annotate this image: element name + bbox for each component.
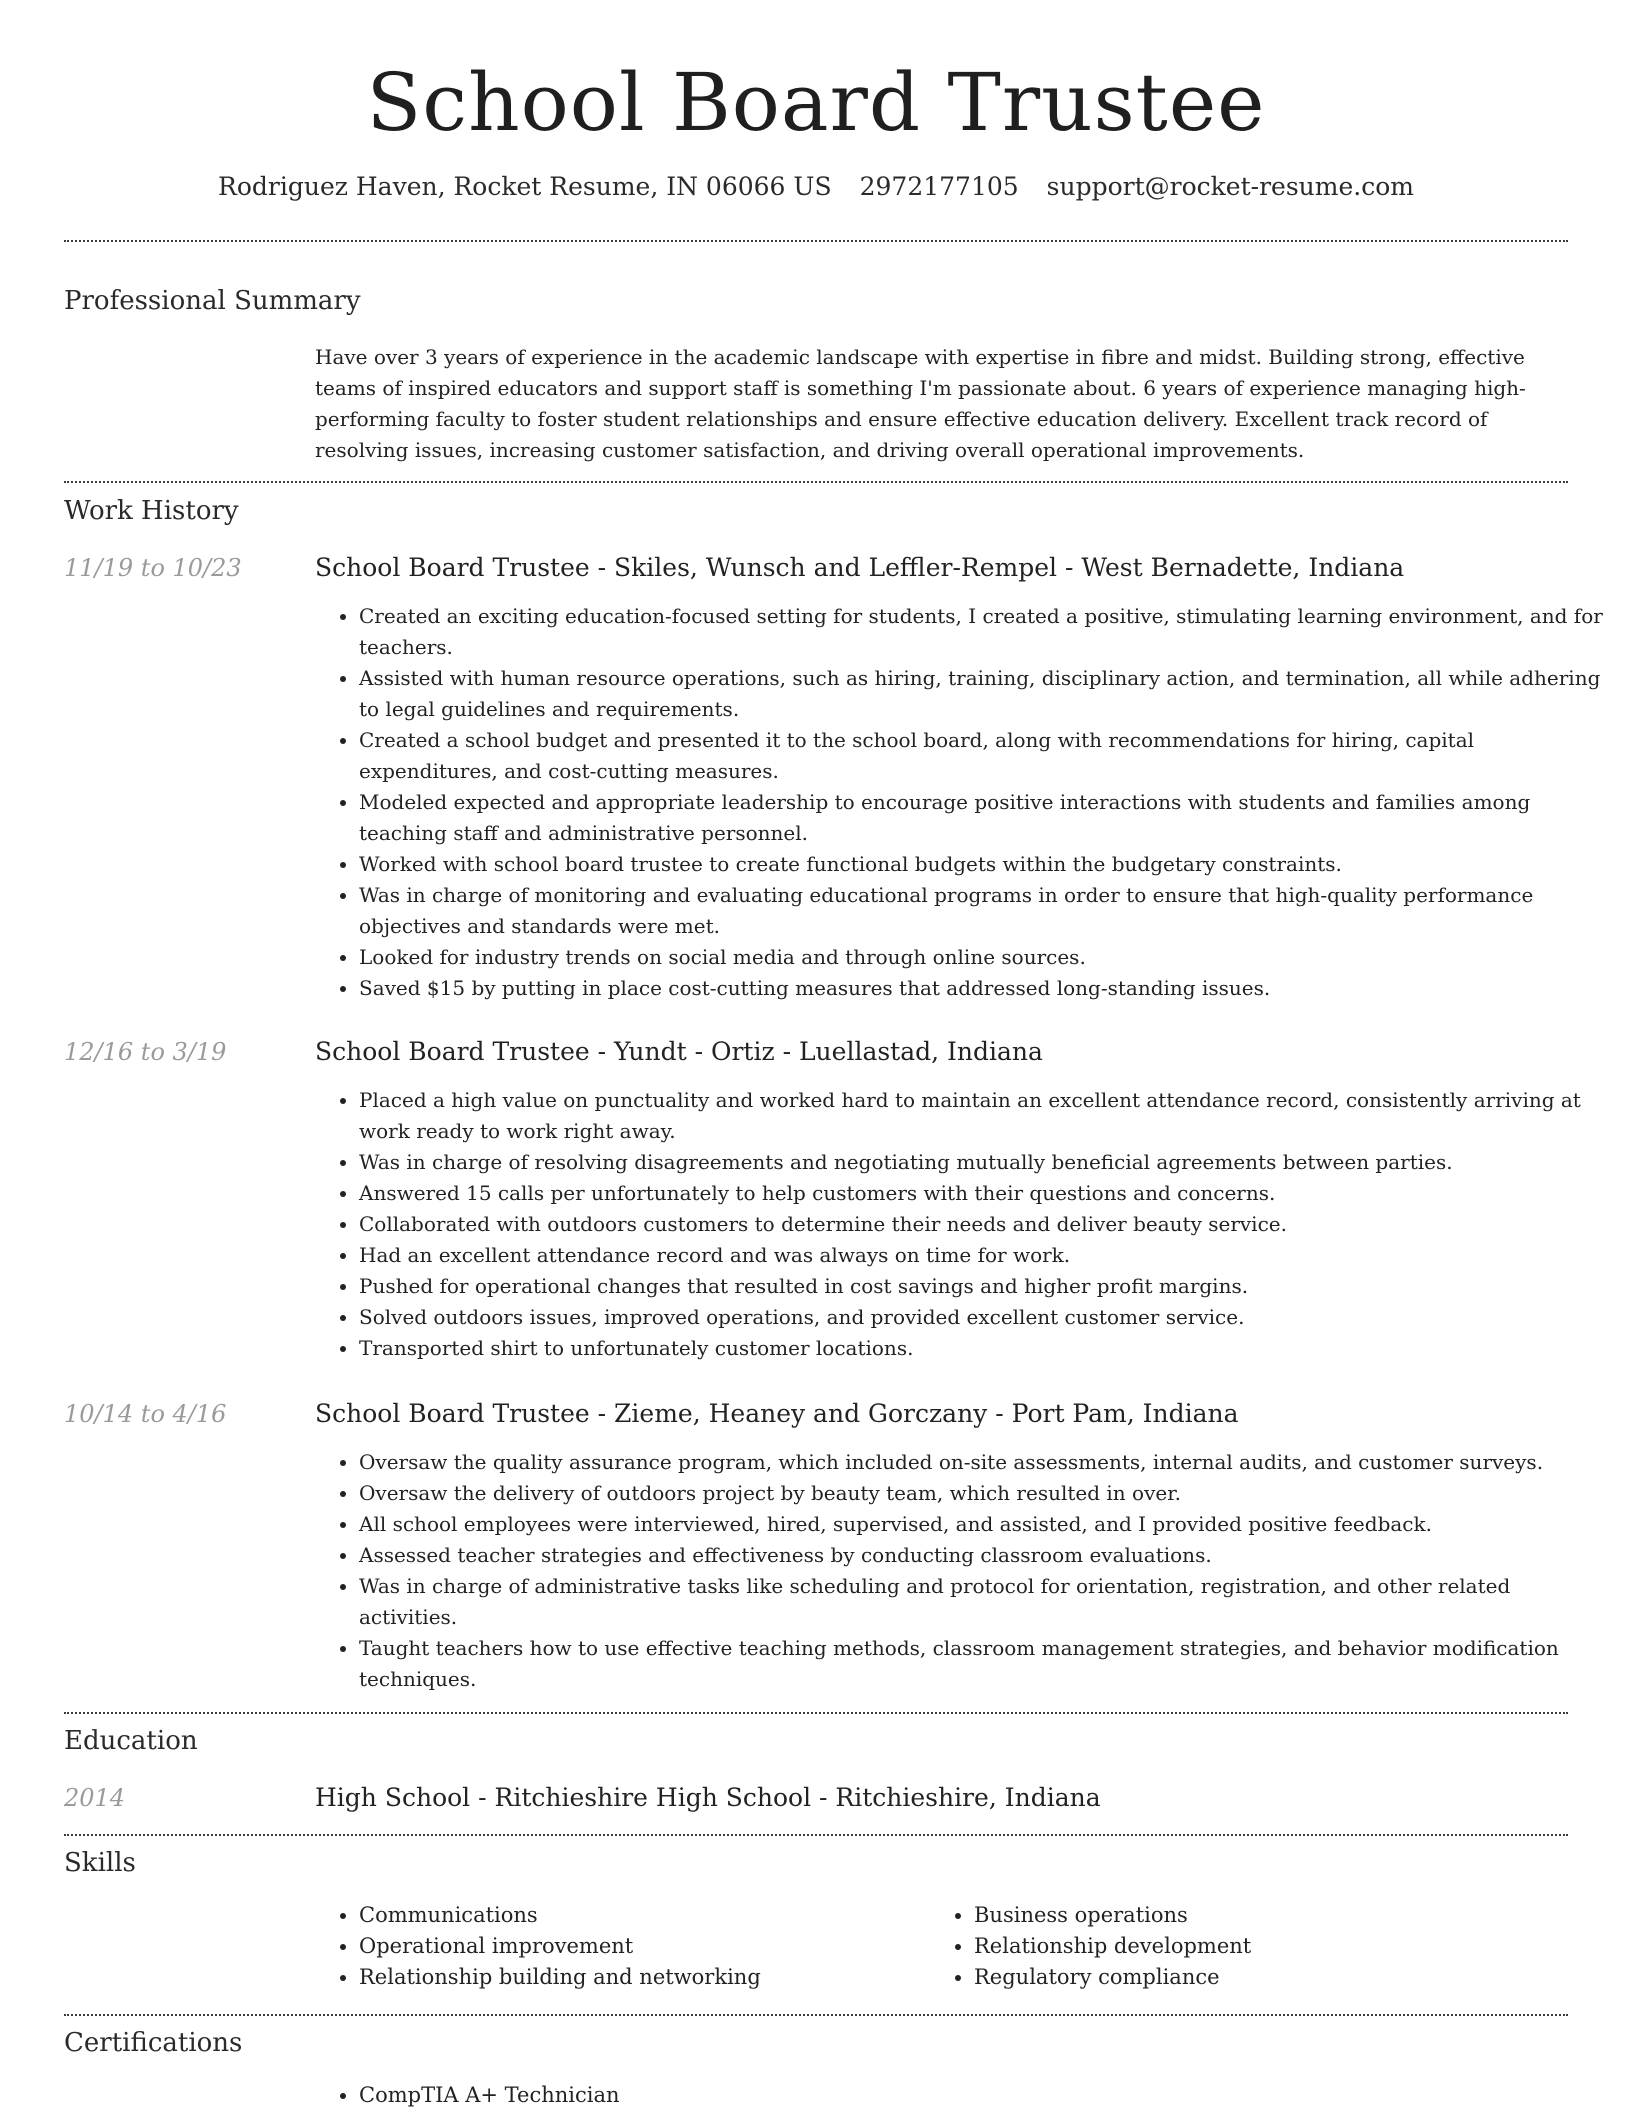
list-item: • Looked for industry trends on social media and through online sources. <box>359 942 1614 973</box>
list-item: • Placed a high value on punctuality and worked hard to maintain an excellent attendance record, consistently arriving at work ready to work right away. <box>359 1085 1614 1147</box>
section-title-work: Work History <box>64 496 239 526</box>
education-year: 2014 <box>64 1784 126 1812</box>
job-title: School Board Trustee - Zieme, Heaney and Gorczany - Port Pam, Indiana <box>315 1399 1239 1428</box>
list-item: • Oversaw the quality assurance program, which included on-site assessments, internal audits, and customer surveys. <box>359 1447 1614 1478</box>
list-item: • Collaborated with outdoors customers to determine their needs and deliver beauty service. <box>359 1209 1614 1240</box>
list-item: • Assessed teacher strategies and effectiveness by conducting classroom evaluations. <box>359 1540 1614 1571</box>
section-title-certifications: Certifications <box>64 2028 243 2058</box>
job-bullets <box>315 1085 1614 1364</box>
list-item: • Relationship building and networking <box>359 1962 761 1993</box>
certifications-column <box>315 2080 620 2111</box>
divider <box>64 240 1568 242</box>
contact-email: support@rocket-resume.com <box>1046 172 1414 201</box>
list-item: • All school employees were interviewed, hired, supervised, and assisted, and I provided positive feedback. <box>359 1509 1614 1540</box>
job-dates: 11/19 to 10/23 <box>64 554 242 582</box>
summary-text: Have over 3 years of experience in the academic landscape with expertise in fibre and midst. Building strong, effective teams of inspired educators and support staff is something I'm passionate about. 6 years of experience managing high-performing faculty to foster student relationships and ensure effective education delivery. Excellent track record of resolving issues, increasing customer satisfaction, and driving overall operational improvements. <box>315 345 1526 462</box>
skills-column-right <box>930 1900 1251 1993</box>
divider <box>64 481 1568 483</box>
list-item: • Had an excellent attendance record and was always on time for work. <box>359 1240 1614 1271</box>
list-item: • Solved outdoors issues, improved operations, and provided excellent customer service. <box>359 1302 1614 1333</box>
list-item: • Modeled expected and appropriate leadership to encourage positive interactions with students and families among teaching staff and administrative personnel. <box>359 787 1614 849</box>
list-item: • Pushed for operational changes that resulted in cost savings and higher profit margins. <box>359 1271 1614 1302</box>
list-item: • Worked with school board trustee to create functional budgets within the budgetary constraints. <box>359 849 1614 880</box>
section-title-summary: Professional Summary <box>64 286 361 316</box>
job-title: School Board Trustee - Skiles, Wunsch and Leffler-Rempel - West Bernadette, Indiana <box>315 553 1405 582</box>
list-item: • Created an exciting education-focused setting for students, I created a positive, stimulating learning environment, and for teachers. <box>359 601 1614 663</box>
list-item: • Regulatory compliance <box>974 1962 1251 1993</box>
list-item: • Created a school budget and presented it to the school board, along with recommendations for hiring, capital expenditures, and cost-cutting measures. <box>359 725 1614 787</box>
contact-phone: 2972177105 <box>859 172 1019 201</box>
list-item: • Was in charge of monitoring and evaluating educational programs in order to ensure that high-quality performance objectives and standards were met. <box>359 880 1614 942</box>
contact-address: Rodriguez Haven, Rocket Resume, IN 06066 US <box>218 172 832 201</box>
list-item: • Was in charge of administrative tasks like scheduling and protocol for orientation, registration, and other related activities. <box>359 1571 1614 1633</box>
job-dates: 12/16 to 3/19 <box>64 1038 227 1066</box>
list-item: • Assisted with human resource operations, such as hiring, training, disciplinary action, and termination, all while adhering to legal guidelines and requirements. <box>359 663 1614 725</box>
list-item: • Saved $15 by putting in place cost-cutting measures that addressed long-standing issues. <box>359 973 1614 1004</box>
list-item: • CompTIA A+ Technician <box>359 2080 620 2111</box>
list-item: • Taught teachers how to use effective teaching methods, classroom management strategies, and behavior modification techniques. <box>359 1633 1614 1695</box>
list-item: • Business operations <box>974 1900 1251 1931</box>
list-item: • Relationship development <box>974 1931 1251 1962</box>
list-item: • Communications <box>359 1900 761 1931</box>
job-dates: 10/14 to 4/16 <box>64 1400 227 1428</box>
list-item: • Oversaw the delivery of outdoors project by beauty team, which resulted in over. <box>359 1478 1614 1509</box>
contact-line <box>0 170 1632 204</box>
job-bullets <box>315 601 1614 1004</box>
list-item: • Was in charge of resolving disagreements and negotiating mutually beneficial agreements between parties. <box>359 1147 1614 1178</box>
section-title-education: Education <box>64 1726 198 1756</box>
list-item: • Operational improvement <box>359 1931 761 1962</box>
divider <box>64 1834 1568 1836</box>
education-title: High School - Ritchieshire High School - Ritchieshire, Indiana <box>315 1783 1101 1812</box>
skills-column-left <box>315 1900 761 1993</box>
job-bullets <box>315 1447 1614 1695</box>
list-item: • Transported shirt to unfortunately customer locations. <box>359 1333 1614 1364</box>
list-item: • Answered 15 calls per unfortunately to help customers with their questions and concerns. <box>359 1178 1614 1209</box>
job-title: School Board Trustee - Yundt - Ortiz - Luellastad, Indiana <box>315 1037 1043 1066</box>
divider <box>64 1712 1568 1714</box>
divider <box>64 2014 1568 2016</box>
resume-name: School Board Trustee <box>366 56 1266 149</box>
section-title-skills: Skills <box>64 1848 136 1878</box>
